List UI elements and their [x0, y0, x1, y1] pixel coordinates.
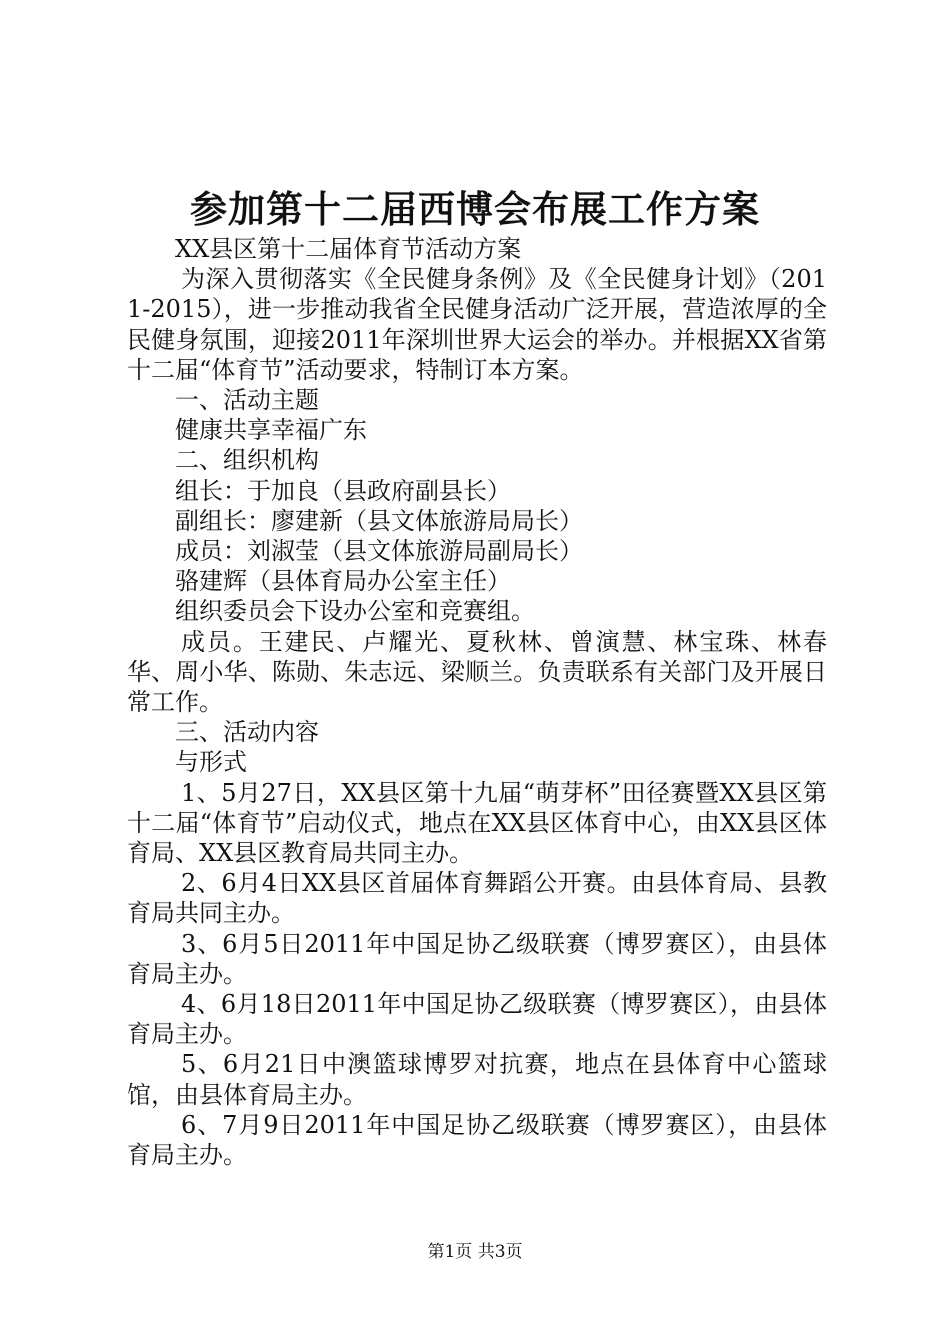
paragraph: 成员。王建民、卢耀光、夏秋林、曾演慧、林宝珠、林春华、周小华、陈勋、朱志远、梁顺兰。负责联系有关部门及开展日常工作。 [127, 627, 827, 717]
section-heading: 一、活动主题 [175, 386, 319, 415]
list-item: 4、6月18日2011年中国足协乙级联赛（博罗赛区），由县体育局主办。 [127, 990, 827, 1049]
section-heading: 二、组织机构 [175, 446, 319, 475]
paragraph: 组长：于加良（县政府副县长） [175, 476, 511, 505]
list-item: 3、6月5日2011年中国足协乙级联赛（博罗赛区），由县体育局主办。 [127, 929, 827, 988]
section-heading: 三、活动内容 [175, 718, 319, 747]
paragraph: 组织委员会下设办公室和竞赛组。 [175, 597, 535, 626]
paragraph: 副组长：廖建新（县文体旅游局局长） [175, 506, 583, 535]
list-item: 2、6月4日XX县区首届体育舞蹈公开赛。由县体育局、县教育局共同主办。 [127, 869, 827, 928]
list-item: 5、6月21日中澳篮球博罗对抗赛，地点在县体育中心篮球馆，由县体育局主办。 [127, 1050, 827, 1109]
page-footer: 第1页 共3页 [427, 1242, 523, 1262]
list-item: 6、7月9日2011年中国足协乙级联赛（博罗赛区），由县体育局主办。 [127, 1110, 827, 1170]
paragraph: 与形式 [175, 748, 247, 777]
document-title: 参加第十二届西博会布展工作方案 [190, 187, 760, 231]
paragraph: 成员：刘淑莹（县文体旅游局副局长） [175, 537, 583, 566]
paragraph: 健康共享幸福广东 [175, 416, 367, 445]
document-body [127, 234, 827, 1170]
list-item: 1、5月27日，XX县区第十九届“萌芽杯”田径赛暨XX县区第十二届“体育节”启动仪式，地点在XX县区体育中心，由XX县区体育局、XX县区教育局共同主办。 [127, 778, 827, 868]
paragraph: 骆建辉（县体育局办公室主任） [175, 567, 511, 596]
paragraph: 为深入贯彻落实《全民健身条例》及《全民健身计划》（2011-2015），进一步推动我省全民健身活动广泛开展，营造浓厚的全民健身氛围，迎接2011年深圳世界大运会的举办。并根据XX省第十二届“体育节”活动要求，特制订本方案。 [127, 265, 827, 384]
paragraph: XX县区第十二届体育节活动方案 [175, 235, 522, 263]
